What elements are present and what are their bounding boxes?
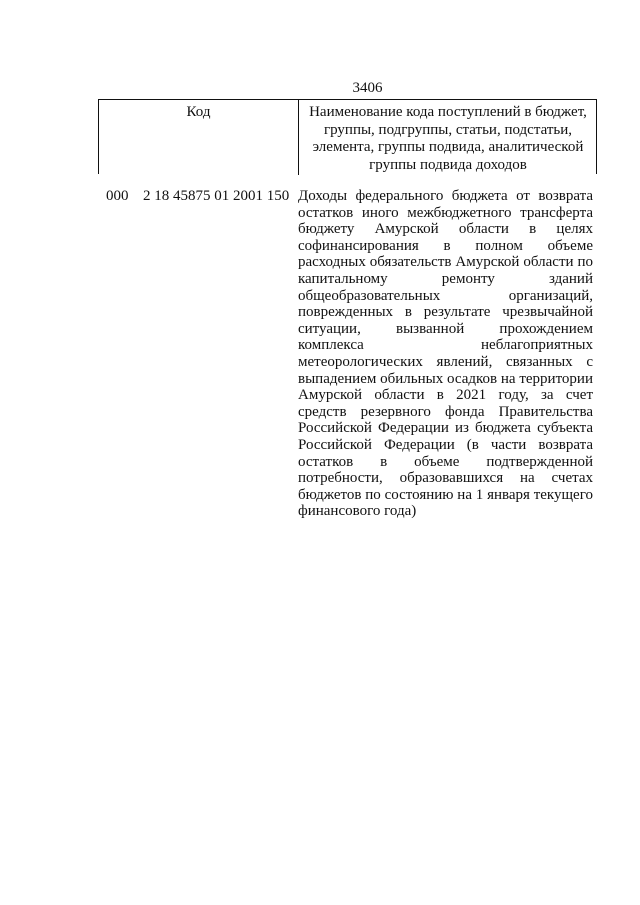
code-column-header: Код xyxy=(186,104,211,120)
revenue-code: 2 18 45875 01 2001 150 xyxy=(143,188,290,204)
column-divider xyxy=(298,100,299,175)
admin-code: 000 xyxy=(106,188,129,204)
table-header xyxy=(98,99,597,174)
page-number: 3406 xyxy=(352,80,383,96)
revenue-name: Доходы федерального бюджета от возврата остатков иного межбюджетного трансферта бюджету Амурской области в целях софинансирования в полном объеме расходных обязательств Амурской области по капитальному ремонту зданий общеобразовательных организаций, поврежденных в результате чрезвычайной ситуации, вызванной прохождением комплекса неблагоприятных метеорологических явлений, связанных с выпадением обильных осадков на территории Амурской области в 2021 году, за счет средств резервного фонда Правительства Российской Федерации из бюджета субъекта Российской Федерации (в части возврата остатков в объеме подтвержденной потребности, образовавшихся на счетах бюджетов по состоянию на 1 января текущего финансового года) xyxy=(298,188,593,520)
name-column-header: Наименование кода поступлений в бюджет, группы, подгруппы, статьи, подстатьи, элемента, группы подвида, аналитической группы подвида доходов xyxy=(309,104,587,173)
